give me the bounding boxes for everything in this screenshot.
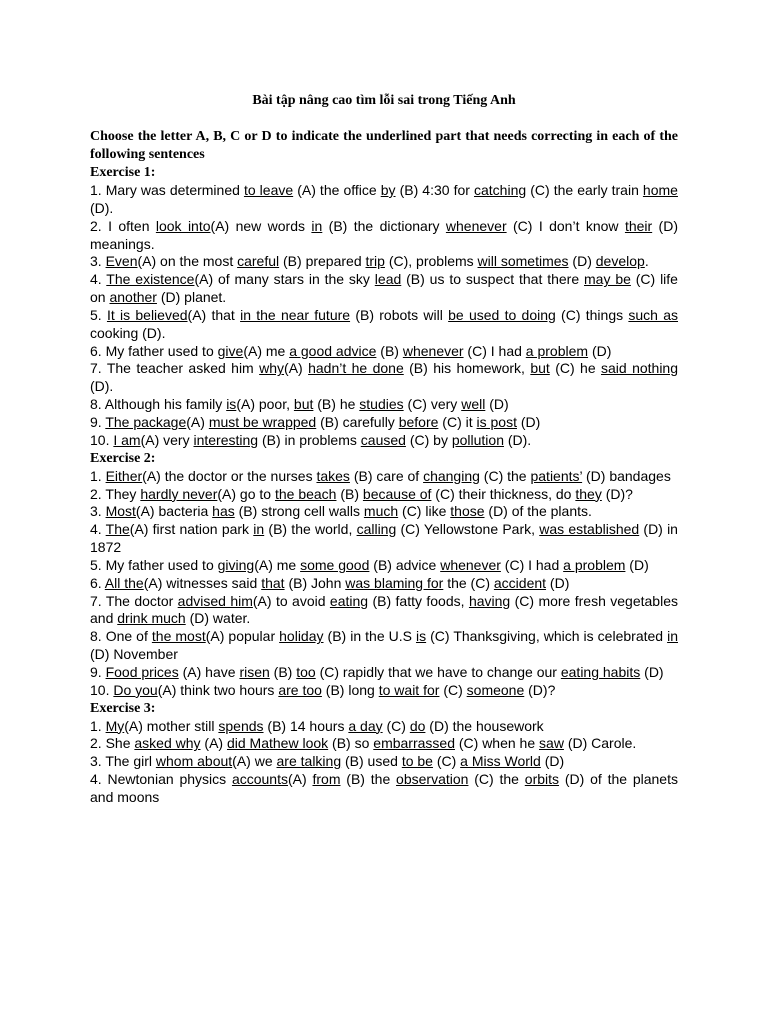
sentence-text: (A): [200, 735, 227, 752]
sentence-text: (D): [640, 663, 664, 680]
sentence-text: (D).: [90, 199, 114, 216]
underlined-option: caused: [360, 431, 406, 448]
underlined-option: patients’: [530, 467, 583, 484]
underlined-option: home: [642, 182, 678, 198]
exercise-sentence: [90, 771, 678, 807]
sentence-text: (B) carefully: [316, 413, 399, 430]
sentence-text: (D) water.: [185, 610, 251, 627]
sentence-text: 4.: [90, 521, 106, 538]
sentence-text: (D): [540, 753, 565, 770]
underlined-option: develop: [595, 253, 645, 270]
sentence-text: (B): [376, 342, 403, 359]
exercise-heading: Exercise 3:: [90, 700, 156, 716]
sentence-text: 10.: [90, 431, 114, 448]
sentence-text: (C) I don’t know: [506, 217, 625, 234]
underlined-option: the beach: [274, 485, 337, 502]
underlined-option: must be wrapped: [208, 413, 317, 430]
sentence-text: (C) Thanksgiving, which is celebrated: [426, 628, 668, 645]
sentence-text: 5. My father used to: [90, 556, 218, 573]
sentence-text: (D).: [503, 431, 532, 448]
underlined-option: someone: [466, 681, 525, 698]
sentence-text: (D) of the plants.: [484, 503, 592, 520]
underlined-option: eating: [329, 592, 369, 609]
sentence-text: 1.: [90, 717, 106, 734]
exercise-sentence: [90, 253, 678, 271]
sentence-text: (A) witnesses said: [143, 574, 262, 591]
sentence-text: (A) the office: [293, 182, 381, 198]
underlined-option: It is believed: [106, 306, 188, 323]
sentence-text: (C) when he: [454, 735, 540, 752]
underlined-option: is post: [476, 413, 517, 430]
underlined-option: well: [461, 396, 486, 413]
exercise-sentence: [90, 343, 678, 361]
underlined-option: may be: [584, 271, 631, 288]
underlined-option: giving: [217, 556, 255, 573]
exercise-sentence: [90, 307, 678, 343]
underlined-option: trip: [365, 253, 385, 270]
underlined-option: such as: [628, 306, 679, 323]
exercise-sentence: [90, 468, 678, 486]
sentence-text: (B) in problems: [258, 431, 361, 448]
sentence-text: (D): [588, 342, 612, 359]
sentence-text: 1. Mary was determined: [90, 182, 244, 198]
underlined-option: spends: [218, 717, 264, 734]
sentence-text: cooking (D).: [90, 324, 166, 341]
document-title: Bài tập nâng cao tìm lỗi sai trong Tiếng Anh: [252, 93, 516, 108]
exercises-container: [90, 164, 678, 807]
sentence-text: (B) the: [340, 771, 397, 788]
sentence-text: the (C): [443, 574, 494, 591]
underlined-option: the most: [151, 628, 206, 645]
sentence-text: (A): [186, 413, 209, 430]
sentence-text: (B): [269, 663, 297, 680]
sentence-text: (A) mother still: [124, 717, 219, 734]
sentence-text: (D)?: [524, 681, 556, 698]
underlined-option: was blaming for: [345, 574, 444, 591]
sentence-text: (D)?: [601, 485, 633, 502]
sentence-text: (B) the world,: [264, 521, 357, 538]
exercise-heading: Exercise 2:: [90, 450, 156, 466]
underlined-option: give: [217, 342, 244, 359]
underlined-option: was established: [539, 521, 640, 538]
underlined-option: The package: [105, 413, 187, 430]
sentence-text: (A): [284, 360, 309, 377]
sentence-text: (B) used: [341, 753, 402, 770]
exercise-sentence: [90, 593, 678, 629]
underlined-option: The: [105, 521, 130, 538]
underlined-option: having: [468, 592, 511, 609]
sentence-text: (B) the dictionary: [322, 217, 446, 234]
underlined-option: Even: [105, 253, 138, 270]
underlined-option: whenever: [440, 556, 501, 573]
sentence-text: (B): [336, 485, 363, 502]
underlined-option: they: [575, 485, 602, 502]
underlined-option: a Miss World: [460, 753, 541, 770]
underlined-option: why: [259, 360, 285, 377]
sentence-text: (D) bandages: [582, 467, 671, 484]
exercise-sentence: [90, 182, 678, 218]
sentence-text: (C) he: [549, 360, 601, 377]
underlined-option: that: [261, 574, 285, 591]
exercise-sentence: [90, 753, 678, 771]
exercise-sentence: [90, 396, 678, 414]
underlined-option: changing: [423, 467, 480, 484]
sentence-text: (C) very: [403, 396, 462, 413]
exercise-sentence: [90, 575, 678, 593]
sentence-text: .: [644, 253, 649, 270]
underlined-option: orbits: [524, 771, 560, 788]
sentence-text: 2. I often: [90, 217, 156, 234]
document-page: [90, 92, 678, 807]
sentence-text: (B) John: [284, 574, 346, 591]
sentence-text: (B) 4:30 for: [395, 182, 474, 198]
sentence-text: 4.: [90, 271, 107, 288]
sentence-text: 7. The teacher asked him: [90, 360, 260, 377]
sentence-text: (D) in 1872: [90, 521, 678, 556]
exercise-sentence: [90, 218, 678, 254]
underlined-option: Do you: [113, 681, 158, 698]
sentence-text: 8. Although his family: [90, 396, 227, 413]
underlined-option: drink much: [117, 610, 186, 627]
sentence-text: 6.: [90, 574, 105, 591]
sentence-text: (C) I had: [500, 556, 564, 573]
sentence-text: (B) robots will: [350, 306, 449, 323]
sentence-text: (A) that: [187, 306, 241, 323]
underlined-option: those: [450, 503, 485, 520]
sentence-text: 7. The doctor: [90, 592, 178, 609]
underlined-option: in the near future: [240, 306, 351, 323]
sentence-text: 4. Newtonian physics: [90, 771, 232, 788]
sentence-text: 9.: [90, 663, 106, 680]
underlined-option: catching: [474, 182, 527, 198]
underlined-option: is: [415, 628, 427, 645]
sentence-text: (D): [568, 253, 596, 270]
underlined-option: some good: [300, 556, 370, 573]
sentence-text: (C) rapidly that we have to change our: [315, 663, 561, 680]
sentence-text: (C) their thickness, do: [431, 485, 576, 502]
exercise-sentence: [90, 682, 678, 700]
sentence-text: (A) very: [140, 431, 194, 448]
exercise-sentence: [90, 486, 678, 504]
underlined-option: lead: [374, 271, 402, 288]
sentence-text: (D) meanings.: [90, 217, 678, 252]
sentence-text: (A) popular: [205, 628, 280, 645]
underlined-option: careful: [237, 253, 280, 270]
underlined-option: to be: [401, 753, 433, 770]
sentence-text: 6. My father used to: [90, 342, 218, 359]
sentence-text: (A) of many stars in the sky: [194, 271, 375, 288]
sentence-text: (C) more fresh vegetables and: [90, 592, 678, 627]
underlined-option: saw: [539, 735, 564, 752]
sentence-text: (B) his homework,: [403, 360, 531, 377]
sentence-text: (D).: [90, 378, 114, 395]
sentence-text: (B) in the U.S: [323, 628, 416, 645]
underlined-option: Either: [105, 467, 143, 484]
sentence-text: (A) me: [254, 556, 301, 573]
sentence-text: (C) the: [479, 467, 531, 484]
sentence-text: (B) prepared: [279, 253, 366, 270]
underlined-option: because of: [362, 485, 432, 502]
underlined-option: whom about: [155, 753, 233, 770]
underlined-option: Food prices: [105, 663, 179, 680]
exercise-heading: Exercise 1:: [90, 165, 156, 180]
sentence-text: 3.: [90, 503, 106, 520]
underlined-option: hardly never: [140, 485, 218, 502]
underlined-option: whenever: [402, 342, 464, 359]
sentence-text: (B) strong cell walls: [234, 503, 364, 520]
underlined-option: takes: [316, 467, 350, 484]
underlined-option: The existence: [106, 271, 195, 288]
sentence-text: (B) fatty foods,: [368, 592, 469, 609]
sentence-text: (C) I had: [463, 342, 526, 359]
sentence-text: (C): [432, 753, 461, 770]
exercise-sentence: [90, 360, 678, 396]
underlined-option: are talking: [276, 753, 342, 770]
underlined-option: their: [624, 217, 653, 234]
underlined-option: has: [212, 503, 235, 520]
underlined-option: studies: [359, 396, 404, 413]
sentence-text: 1.: [90, 467, 106, 484]
sentence-text: 10.: [90, 681, 114, 698]
underlined-option: said nothing: [601, 360, 679, 377]
sentence-text: (A) go to: [217, 485, 275, 502]
sentence-text: (B) care of: [349, 467, 424, 484]
exercise-sentence: [90, 414, 678, 432]
underlined-option: in: [253, 521, 265, 538]
exercise-sentence: [90, 628, 678, 664]
underlined-option: accounts: [231, 771, 288, 788]
underlined-option: but: [293, 396, 314, 413]
underlined-option: will sometimes: [477, 253, 569, 270]
sentence-text: (A) me: [243, 342, 290, 359]
exercise-sentence: [90, 432, 678, 450]
underlined-option: hadn’t he done: [308, 360, 404, 377]
underlined-option: risen: [239, 663, 270, 680]
underlined-option: Most: [105, 503, 136, 520]
sentence-text: (B) long: [321, 681, 379, 698]
underlined-option: a problem: [563, 556, 626, 573]
sentence-text: (A) have: [178, 663, 240, 680]
exercise-sentence: [90, 503, 678, 521]
sentence-text: (D): [625, 556, 649, 573]
sentence-text: (C) by: [405, 431, 452, 448]
sentence-text: (D): [485, 396, 509, 413]
underlined-option: observation: [396, 771, 469, 788]
underlined-option: whenever: [445, 217, 507, 234]
sentence-text: (A) the doctor or the nurses: [142, 467, 317, 484]
underlined-option: be used to doing: [448, 306, 556, 323]
underlined-option: in: [311, 217, 323, 234]
sentence-text: (B) 14 hours: [263, 717, 349, 734]
underlined-option: asked why: [134, 735, 201, 752]
sentence-text: (B) us to suspect that there: [401, 271, 584, 288]
exercise-sentence: [90, 718, 678, 736]
underlined-option: did Mathew look: [226, 735, 329, 752]
underlined-option: eating habits: [560, 663, 641, 680]
underlined-option: in: [667, 628, 678, 645]
underlined-option: holiday: [279, 628, 324, 645]
underlined-option: much: [363, 503, 399, 520]
sentence-text: (A) first nation park: [129, 521, 254, 538]
underlined-option: My: [105, 717, 125, 734]
underlined-option: interesting: [193, 431, 259, 448]
sentence-text: (D) the housework: [425, 717, 544, 734]
exercise-sentence: [90, 521, 678, 557]
exercise-sentence: [90, 557, 678, 575]
sentence-text: (D) planet.: [156, 289, 227, 306]
sentence-text: (D) Carole.: [563, 735, 637, 752]
underlined-option: from: [312, 771, 341, 788]
sentence-text: (A) on the most: [137, 253, 238, 270]
underlined-option: to leave: [243, 182, 294, 198]
sentence-text: (B) advice: [369, 556, 441, 573]
underlined-option: too: [296, 663, 316, 680]
sentence-text: 5.: [90, 306, 107, 323]
underlined-option: before: [398, 413, 439, 430]
exercise-sentence: [90, 271, 678, 307]
underlined-option: advised him: [177, 592, 253, 609]
exercise-sentence: [90, 735, 678, 753]
sentence-text: (D) November: [90, 646, 178, 663]
underlined-option: accident: [493, 574, 547, 591]
sentence-text: (A) we: [232, 753, 277, 770]
sentence-text: (C): [439, 681, 467, 698]
underlined-option: All the: [104, 574, 144, 591]
sentence-text: (C) Yellowstone Park,: [396, 521, 540, 538]
underlined-option: pollution: [451, 431, 504, 448]
underlined-option: are too: [278, 681, 322, 698]
sentence-text: (C) life on: [90, 271, 678, 306]
sentence-text: 8. One of: [90, 628, 152, 645]
sentence-text: (C) like: [398, 503, 451, 520]
underlined-option: a problem: [525, 342, 589, 359]
sentence-text: (C) the: [468, 771, 525, 788]
sentence-text: (A) bacteria: [135, 503, 213, 520]
underlined-option: look into: [155, 217, 211, 234]
underlined-option: calling: [356, 521, 397, 538]
sentence-text: (C) it: [438, 413, 477, 430]
underlined-option: by: [380, 182, 396, 198]
sentence-text: (C), problems: [384, 253, 478, 270]
sentence-text: (A) poor,: [236, 396, 294, 413]
sentence-text: (C) things: [555, 306, 629, 323]
sentence-text: (B) so: [328, 735, 374, 752]
underlined-option: do: [409, 717, 426, 734]
sentence-text: (A) to avoid: [252, 592, 330, 609]
sentence-text: (A): [288, 771, 313, 788]
sentence-text: (B) he: [313, 396, 360, 413]
sentence-text: (D): [516, 413, 541, 430]
underlined-option: another: [109, 289, 157, 306]
instructions: Choose the letter A, B, C or D to indicate the underlined part that needs correcting in each of the following sentences: [90, 129, 678, 162]
sentence-text: 2. They: [90, 485, 141, 502]
sentence-text: 2. She: [90, 735, 135, 752]
sentence-text: (A) new words: [210, 217, 312, 234]
exercise-sentence: [90, 664, 678, 682]
underlined-option: embarrassed: [373, 735, 455, 752]
sentence-text: (D) of the planets and moons: [90, 771, 678, 805]
underlined-option: is: [226, 396, 237, 413]
sentence-text: 9.: [90, 413, 106, 430]
underlined-option: a day: [348, 717, 383, 734]
sentence-text: (A) think two hours: [157, 681, 279, 698]
underlined-option: a good advice: [289, 342, 377, 359]
sentence-text: (C) the early train: [526, 182, 643, 198]
sentence-text: 3.: [90, 253, 106, 270]
underlined-option: I am: [113, 431, 141, 448]
underlined-option: but: [530, 360, 550, 377]
sentence-text: 3. The girl: [90, 753, 156, 770]
underlined-option: to wait for: [378, 681, 440, 698]
sentence-text: (D): [546, 574, 570, 591]
sentence-text: (C): [382, 717, 410, 734]
